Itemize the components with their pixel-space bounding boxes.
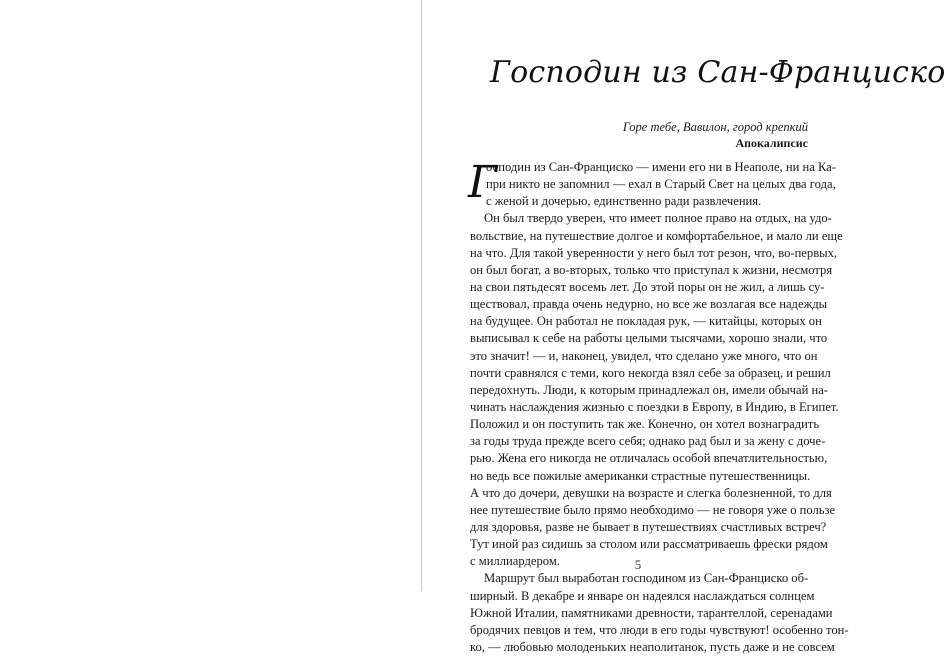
epigraph-quote: Горе тебе, Вавилон, город крепкий — [622, 120, 808, 134]
text-line: на что. Для такой уверенности у него был тот резон, что, во-первых, — [470, 245, 838, 260]
text-line: чинать наслаждения жизнью с поездки в Европу, в Индию, в Египет. — [470, 399, 839, 414]
right-page — [422, 0, 945, 654]
text-line: с миллиардером. — [470, 554, 560, 569]
text-line: с женой и дочерью, единственно ради развлечения. — [486, 194, 762, 209]
chapter-title: Господин из Сан-Франциско — [490, 55, 945, 90]
text-line: на будущее. Он работал не покладая рук, — китайцы, которых он — [470, 314, 822, 329]
page-number: 5 — [634, 557, 642, 572]
text-line: осподин из Сан-Франциско — имени его ни в Неаполе, ни на Ка- — [486, 160, 836, 174]
text-line: ществовал, правда очень недурно, но все же возлагая все надежды — [470, 297, 828, 312]
epigraph-source: Апокалипсис — [735, 136, 808, 150]
text-line: для здоровья, разве не бывает в путешествиях счастливых встреч? — [470, 519, 827, 534]
text-line: при никто не запомнил — ехал в Старый Свет на целых два года, — [486, 177, 836, 192]
left-page-blank — [0, 0, 421, 591]
epigraph — [623, 119, 808, 151]
text-line: выписывал к себе на работы целыми тысячами, хорошо знали, что — [470, 331, 828, 346]
text-line: почти сравнялся с теми, кого некогда взял себе за образец, и решил — [470, 365, 831, 380]
text-line: А что до дочери, девушки на возрасте и слегка болезненной, то для — [470, 485, 832, 500]
text-line: Он был твердо уверен, что имеет полное право на отдых, на удо- — [484, 211, 832, 226]
drop-cap: Г — [468, 157, 498, 208]
text-line: рью. Жена его никогда не отличалась особой впечатлительностью, — [470, 451, 828, 466]
text-line: передохнуть. Люди, к которым принадлежал он, имели обычай на- — [470, 382, 828, 397]
text-line: Положил и он поступить так же. Конечно, он хотел вознаградить — [470, 417, 820, 432]
body-text — [468, 157, 849, 656]
text-line: вольствие, на путешествие долгое и комфортабельное, и мало ли еще — [470, 228, 843, 243]
text-line: бродячих певцов и тем, что люди в его годы чувствуют! особенно тон- — [470, 622, 849, 637]
text-line: но ведь все пожилые американки страстные путешественницы. — [470, 468, 811, 483]
text-line: это значит! — и, наконец, увидел, что сделано уже много, что он — [470, 348, 818, 363]
text-line: Южной Италии, памятниками древности, тарантеллой, серенадами — [470, 605, 833, 620]
text-line: на свои пятьдесят восемь лет. До этой поры он не жил, а лишь су- — [470, 279, 825, 294]
text-line: Маршрут был выработан господином из Сан-Франциско об- — [484, 571, 809, 586]
text-line: ко, — любовью молоденьких неаполитанок, пусть даже и не совсем — [470, 639, 835, 654]
text-line: за годы труда прежде всего себя; однако рад был и за жену с доче- — [470, 434, 826, 449]
text-line: нее путешествие было прямо необходимо — не говоря уже о пользе — [470, 502, 836, 517]
text-line: он был богат, а во-вторых, только что приступал к жизни, несмотря — [470, 262, 833, 277]
text-line: ширный. В декабре и январе он надеялся наслаждаться солнцем — [470, 588, 815, 603]
text-line: Тут иной раз сидишь за столом или рассматриваешь фрески рядом — [470, 537, 828, 552]
